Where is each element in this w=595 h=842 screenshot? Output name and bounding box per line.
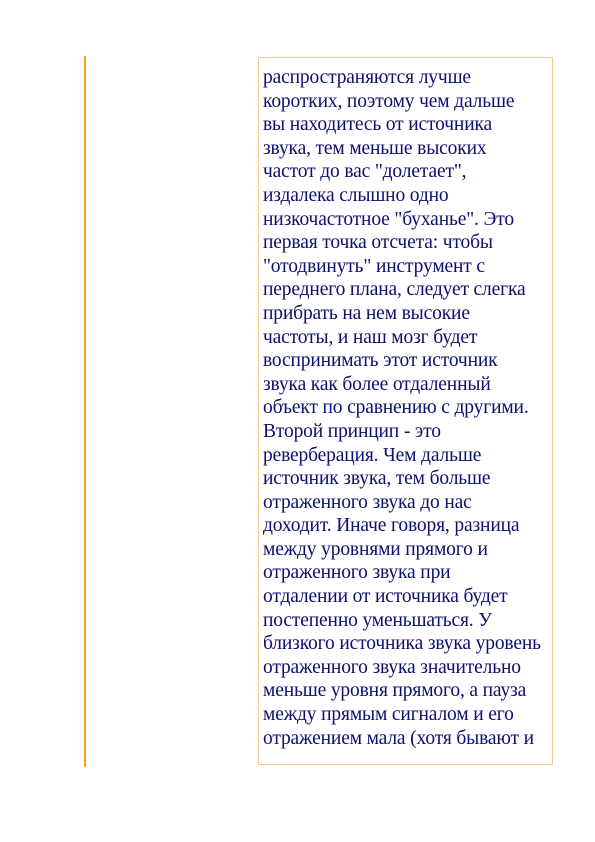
text-line: вы находитесь от источника	[263, 114, 493, 136]
text-line: низкочастотное "буханье". Это	[263, 208, 514, 230]
text-line: воспринимать этот источник	[263, 350, 498, 372]
text-line: отраженного звука при	[263, 562, 451, 584]
text-line: прибрать на нем высокие	[263, 302, 470, 324]
text-line: между уровнями прямого и	[263, 538, 488, 560]
text-line: звука, тем меньше высоких	[263, 137, 487, 159]
text-line: отраженного звука значительно	[263, 656, 521, 678]
text-line: издалека слышно одно	[263, 184, 449, 206]
margin-rule	[84, 56, 86, 767]
text-line: отражением мала (хотя бывают и	[263, 727, 534, 749]
text-line: объект по сравнению с другими.	[263, 397, 529, 419]
text-line: источник звука, тем больше	[263, 468, 491, 490]
text-line: частоты, и наш мозг будет	[263, 326, 478, 348]
text-line: близкого источника звука уровень	[263, 633, 541, 655]
text-line: между прямым сигналом и его	[263, 704, 514, 726]
text-line: отраженного звука до нас	[263, 491, 472, 513]
text-line: первая точка отсчета: чтобы	[263, 232, 493, 254]
text-line: Второй принцип - это	[263, 420, 441, 442]
text-line: распространяются лучше	[263, 67, 471, 88]
text-line: меньше уровня прямого, а пауза	[263, 680, 527, 702]
text-line: реверберация. Чем дальше	[263, 444, 482, 466]
text-line: отдалении от источника будет	[263, 586, 508, 608]
text-line: звука как более отдаленный	[263, 373, 491, 395]
text-line: постепенно уменьшаться. У	[263, 609, 492, 631]
text-line: частот до вас "долетает",	[263, 161, 467, 183]
text-line: доходит. Иначе говоря, разница	[263, 515, 520, 537]
text-line: "отодвинуть" инструмент с	[263, 255, 485, 277]
text-line: переднего плана, следует слегка	[263, 279, 526, 301]
text-frame	[258, 57, 553, 765]
text-line: коротких, поэтому чем дальше	[263, 90, 515, 112]
